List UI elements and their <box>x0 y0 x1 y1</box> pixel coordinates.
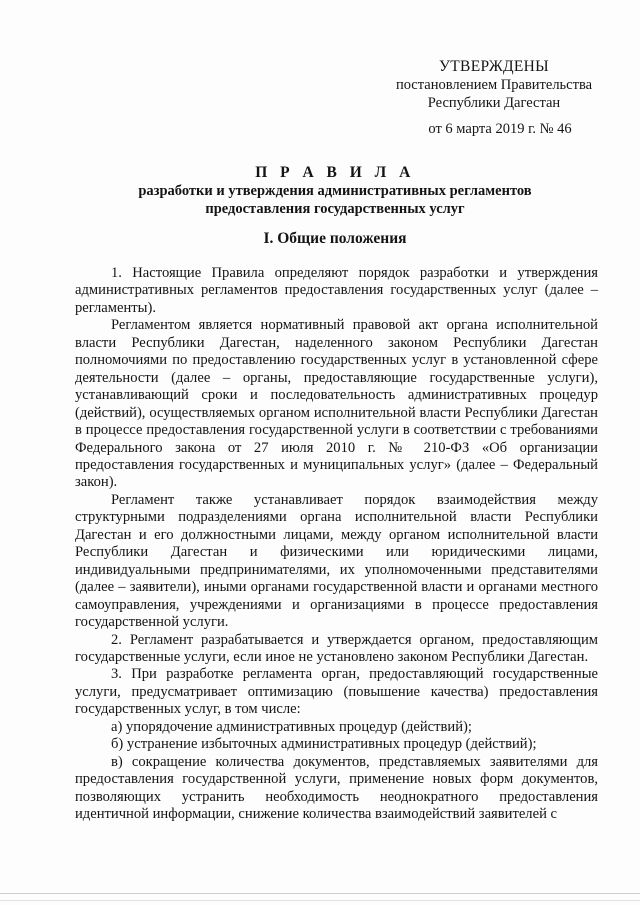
title-subtitle-line-1: разработки и утверждения административных регламентов <box>138 183 532 199</box>
list-item: в) сокращение количества документов, представляемых заявителями для предоставления государственной услуги, применение новых форм документов, позволяющих устранить необходимость неоднократного предоставления идентичной информации, снижение количества взаимодействий заявителей с <box>75 753 598 823</box>
title-subtitle-line-2: предоставления государственных услуг <box>205 201 465 217</box>
approval-stamp <box>384 58 604 138</box>
approval-line-1: постановлением Правительства <box>395 77 593 93</box>
list-item: б) устранение избыточных административных процедур (действий); <box>111 736 537 753</box>
list-item: а) упорядочение административных процедур (действий); <box>111 718 472 735</box>
paragraph: 1. Настоящие Правила определяют порядок разработки и утверждения административных регламентов предоставления государственных услуг (далее – регламенты). <box>75 265 598 316</box>
approval-date: от 6 марта 2019 г. № 46 <box>428 121 572 137</box>
document-body <box>75 265 598 824</box>
title-main: П Р А В И Л А <box>255 164 415 181</box>
approval-heading: УТВЕРЖДЕНЫ <box>439 58 549 75</box>
scan-edge-line <box>0 900 640 901</box>
paragraph: 3. При разработке регламента орган, предоставляющий государственные услуги, предусматривает оптимизацию (повышение качества) предоставления государственных услуг, в том числе: <box>75 666 598 718</box>
paragraph: 2. Регламент разрабатывается и утверждается органом, предоставляющим государственные услуги, если иное не установлено законом Республики Дагестан. <box>75 631 598 665</box>
section-heading: I. Общие положения <box>263 230 407 247</box>
paragraph: Регламентом является нормативный правовой акт органа исполнительной власти Республики Дагестан, наделенного законом Республики Дагестан полномочиями по предоставлению государственных услуг в установленной сфере деятельности (далее – органы, предоставляющие государственные услуги), устанавливающий сроки и последовательность административных процедур (действий), осуществляемых органом исполнительной власти Республики Дагестан в процессе предоставления государственной услуги в соответствии с требованиями Федерального закона от 27 июля 2010 г. № 210-ФЗ «Об организации предоставления государственных и муниципальных услуг» (далее – Федеральный закон). <box>75 317 598 491</box>
paragraph: Регламент также устанавливает порядок взаимодействия между структурными подразделениями органа исполнительной власти Республики Дагестан и его должностными лицами, между органом исполнительной власти Республики Дагестан и физическими или юридическими лицами, индивидуальными предпринимателями, их уполномоченными представителями (далее – заявители), иными органами государственной власти и органами местного самоуправления, учреждениями и организациями в процессе предоставления государственной услуги. <box>75 491 598 631</box>
document-title <box>70 164 600 218</box>
approval-line-2: Республики Дагестан <box>427 95 561 111</box>
scan-edge-line <box>0 893 640 894</box>
